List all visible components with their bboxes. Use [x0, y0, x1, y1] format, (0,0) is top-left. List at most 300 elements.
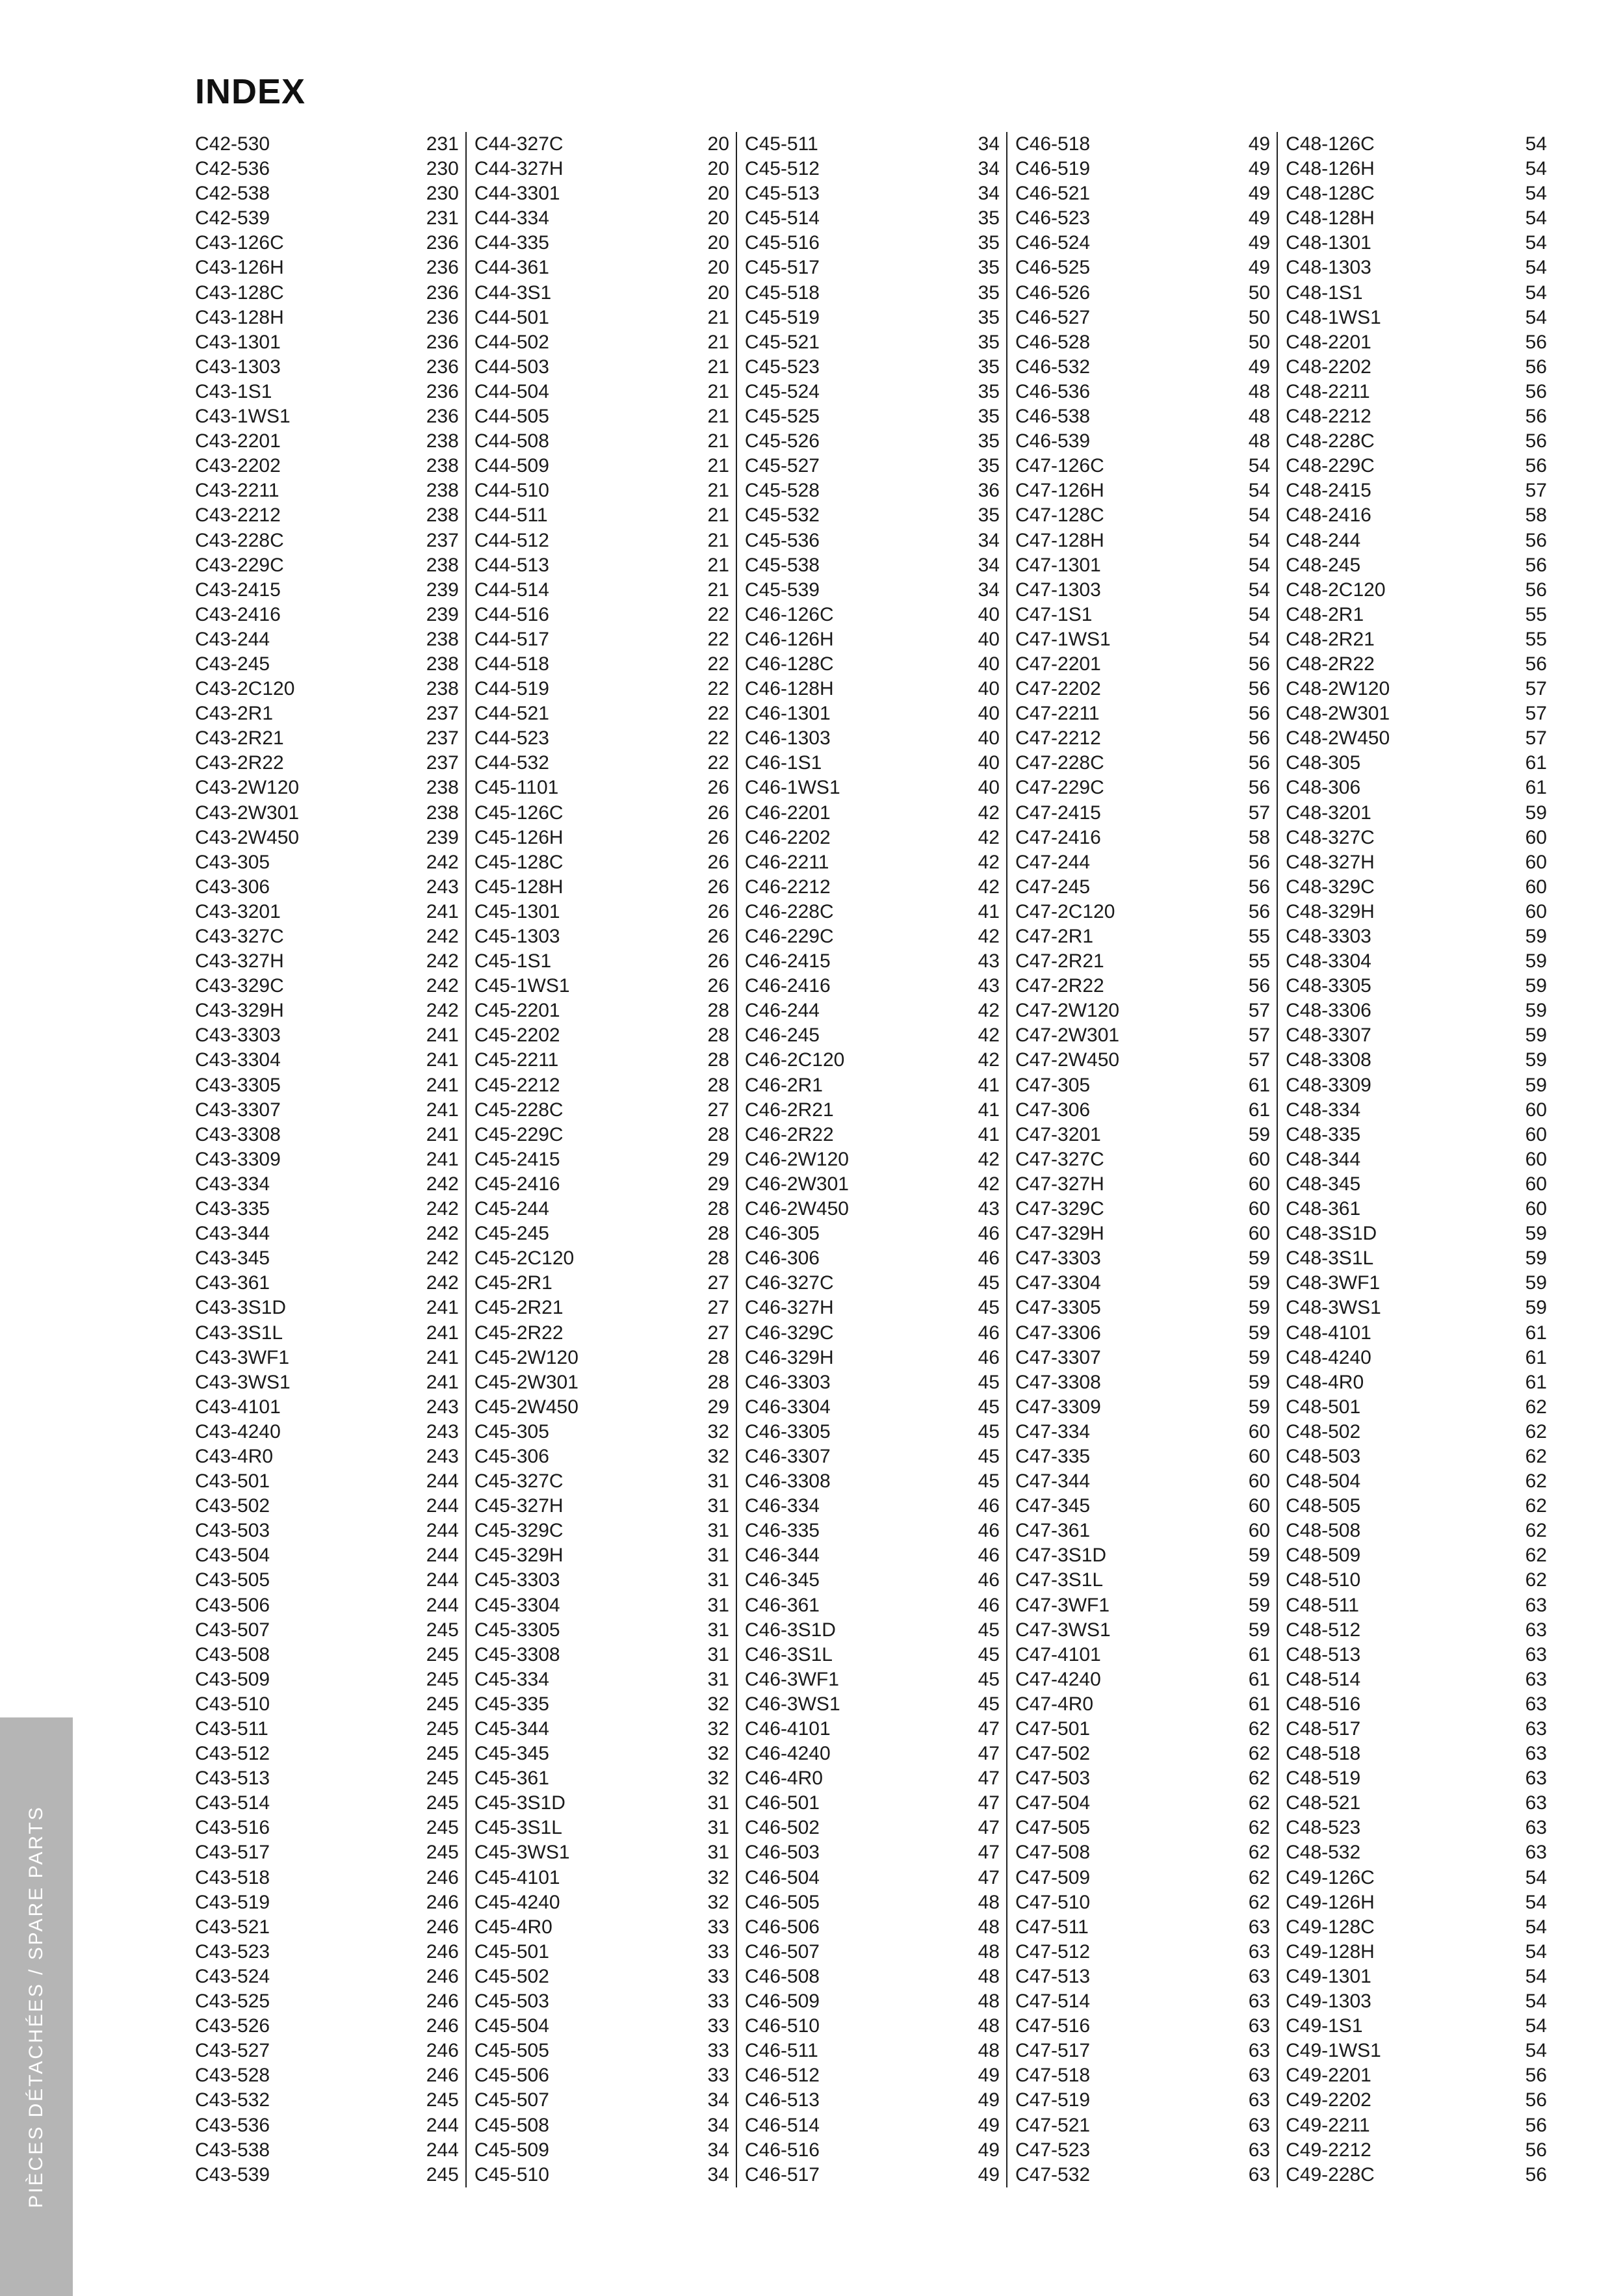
part-code: C48-327H — [1286, 851, 1375, 873]
part-code: C43-504 — [195, 1545, 270, 1567]
index-entry — [1286, 1370, 1547, 1395]
page-number: 60 — [1525, 851, 1547, 873]
page-number: 56 — [1248, 975, 1271, 997]
index-entry — [1015, 1271, 1270, 1296]
index-entry — [474, 1444, 729, 1469]
page-number: 242 — [426, 926, 459, 947]
part-code: C46-3303 — [744, 1371, 831, 1393]
index-entry — [1015, 1098, 1270, 1123]
part-code: C42-538 — [195, 183, 270, 205]
page-number: 242 — [426, 1223, 459, 1245]
part-code: C46-229C — [744, 926, 834, 947]
index-entry — [1286, 1766, 1547, 1791]
index-entry — [474, 1890, 729, 1915]
index-entry — [195, 553, 459, 578]
part-code: C45-521 — [744, 331, 820, 353]
page-number: 47 — [978, 1768, 1000, 1790]
index-entry — [1015, 850, 1270, 875]
page-number: 238 — [426, 430, 459, 452]
part-code: C46-4240 — [744, 1743, 831, 1765]
part-code: C43-539 — [195, 2163, 270, 2185]
part-code: C46-1WS1 — [744, 777, 840, 799]
part-code: C47-512 — [1015, 1940, 1091, 1963]
page-number: 245 — [426, 1817, 459, 1839]
part-code: C45-229C — [474, 1123, 564, 1145]
part-code: C43-2R1 — [195, 703, 274, 725]
page-number: 241 — [426, 1099, 459, 1121]
page-number: 243 — [426, 1396, 459, 1418]
index-entry — [474, 429, 729, 454]
index-entry — [1286, 1221, 1547, 1246]
page-number: 57 — [1248, 1049, 1271, 1071]
index-entry — [745, 1742, 1000, 1766]
part-code: C46-521 — [1015, 183, 1091, 205]
page-number: 21 — [707, 356, 729, 378]
index-column-1 — [195, 132, 465, 2187]
page-number: 238 — [426, 777, 459, 799]
page-number: 60 — [1525, 1148, 1547, 1170]
index-entry — [745, 2063, 1000, 2088]
index-entry — [1015, 1840, 1270, 1865]
page-number: 61 — [1248, 1693, 1271, 1715]
part-code: C46-305 — [744, 1223, 820, 1245]
index-entry — [745, 1321, 1000, 1346]
index-entry — [195, 801, 459, 826]
page-number: 242 — [426, 1272, 459, 1294]
page-number: 49 — [978, 2139, 1000, 2161]
part-code: C43-2W120 — [195, 777, 300, 799]
part-code: C47-3303 — [1015, 1247, 1101, 1270]
index-entry — [745, 1766, 1000, 1791]
index-entry — [474, 1989, 729, 2014]
part-code: C48-3201 — [1286, 802, 1371, 824]
index-entry — [195, 578, 459, 603]
index-entry — [195, 1742, 459, 1766]
page-number: 54 — [1525, 1990, 1547, 2013]
page-number: 60 — [1525, 1173, 1547, 1195]
part-code: C48-4240 — [1286, 1346, 1371, 1368]
part-code: C46-513 — [744, 2089, 820, 2111]
index-entry — [474, 974, 729, 998]
part-code: C45-536 — [744, 529, 820, 551]
index-entry — [195, 255, 459, 280]
page-number: 245 — [426, 1668, 459, 1690]
page-number: 26 — [707, 802, 729, 824]
part-code: C49-126C — [1286, 1866, 1375, 1888]
part-code: C43-526 — [195, 2015, 270, 2037]
page-number: 32 — [707, 1743, 729, 1765]
page-number: 35 — [978, 430, 1000, 452]
index-entry — [1286, 1444, 1547, 1469]
page-number: 40 — [978, 628, 1000, 650]
index-entry — [1015, 1172, 1270, 1197]
index-entry — [474, 875, 729, 900]
page-number: 236 — [426, 281, 459, 304]
index-entry — [474, 1866, 729, 1890]
index-entry — [1015, 924, 1270, 949]
page-number: 21 — [707, 504, 729, 527]
part-code: C45-538 — [744, 554, 820, 576]
index-entry — [195, 1073, 459, 1098]
index-entry — [1286, 826, 1547, 850]
part-code: C43-513 — [195, 1768, 270, 1790]
page-number: 61 — [1525, 777, 1547, 799]
page-number: 242 — [426, 975, 459, 997]
part-code: C43-361 — [195, 1272, 270, 1294]
page-number: 32 — [707, 1445, 729, 1467]
part-code: C49-228C — [1286, 2163, 1375, 2185]
page-number: 55 — [1525, 628, 1547, 650]
page-number: 61 — [1525, 1371, 1547, 1393]
index-entry — [195, 1989, 459, 2014]
page-number: 32 — [707, 1768, 729, 1790]
page-number: 62 — [1525, 1470, 1547, 1493]
page-number: 49 — [1248, 356, 1271, 378]
page-number: 49 — [1248, 257, 1271, 279]
page-number: 56 — [1525, 380, 1547, 402]
part-code: C48-1303 — [1286, 257, 1371, 279]
part-code: C47-509 — [1015, 1866, 1091, 1888]
index-entry — [1015, 652, 1270, 677]
page-number: 49 — [1248, 158, 1271, 180]
page-number: 246 — [426, 2040, 459, 2062]
part-code: C49-1WS1 — [1286, 2040, 1381, 2062]
page-number: 31 — [707, 1817, 729, 1839]
page-number: 42 — [978, 851, 1000, 873]
part-code: C43-527 — [195, 2040, 270, 2062]
part-code: C43-2416 — [195, 603, 281, 625]
page-number: 26 — [707, 876, 729, 898]
index-entry — [195, 826, 459, 850]
part-code: C47-4240 — [1015, 1668, 1101, 1690]
page-number: 20 — [707, 232, 729, 254]
index-entry — [195, 1098, 459, 1123]
page-number: 33 — [707, 1965, 729, 1987]
index-entry — [195, 1172, 459, 1197]
part-code: C48-3305 — [1286, 975, 1371, 997]
page-number: 28 — [707, 1000, 729, 1022]
index-entry — [1015, 503, 1270, 528]
index-entry — [745, 330, 1000, 355]
index-entry — [745, 850, 1000, 875]
page-number: 54 — [1525, 183, 1547, 205]
page-number: 40 — [978, 752, 1000, 774]
page-number: 241 — [426, 1148, 459, 1170]
page-number: 49 — [978, 2065, 1000, 2087]
index-entry — [745, 1543, 1000, 1568]
page-number: 20 — [707, 257, 729, 279]
part-code: C43-245 — [195, 653, 270, 675]
page-number: 245 — [426, 1643, 459, 1665]
index-entry — [1286, 1321, 1547, 1346]
page-number: 33 — [707, 1990, 729, 2013]
part-code: C48-329C — [1286, 876, 1375, 898]
part-code: C46-516 — [744, 2139, 820, 2161]
index-entry — [474, 1048, 729, 1073]
part-code: C47-305 — [1015, 1074, 1091, 1096]
part-code: C44-521 — [474, 703, 549, 725]
part-code: C43-327C — [195, 926, 284, 947]
index-entry — [1015, 949, 1270, 974]
index-entry — [474, 1197, 729, 1221]
page-number: 49 — [1248, 133, 1271, 155]
part-code: C46-2212 — [744, 876, 831, 898]
index-entry — [1015, 181, 1270, 206]
index-entry — [1286, 1816, 1547, 1840]
part-code: C45-334 — [474, 1668, 549, 1690]
part-code: C45-126H — [474, 826, 564, 848]
part-code: C46-361 — [744, 1594, 820, 1616]
page-number: 45 — [978, 1470, 1000, 1493]
part-code: C47-3201 — [1015, 1123, 1101, 1145]
index-entry — [195, 776, 459, 800]
index-entry — [1015, 330, 1270, 355]
index-entry — [745, 206, 1000, 231]
part-code: C43-344 — [195, 1223, 270, 1245]
page-number: 26 — [707, 975, 729, 997]
index-entry — [745, 1420, 1000, 1444]
page-number: 49 — [1248, 183, 1271, 205]
index-entry — [195, 1840, 459, 1865]
part-code: C44-519 — [474, 678, 549, 700]
index-entry — [1286, 801, 1547, 826]
page-number: 56 — [1248, 703, 1271, 725]
page-number: 36 — [978, 480, 1000, 502]
part-code: C46-511 — [744, 2040, 818, 2062]
part-code: C46-334 — [744, 1495, 820, 1517]
part-code: C48-3304 — [1286, 950, 1371, 972]
index-entry — [474, 1271, 729, 1296]
page-number: 31 — [707, 1619, 729, 1641]
index-entry — [1286, 677, 1547, 701]
part-code: C48-521 — [1286, 1792, 1361, 1814]
index-entry — [1015, 355, 1270, 380]
part-code: C48-228C — [1286, 430, 1375, 452]
index-entry — [745, 306, 1000, 330]
index-entry — [1015, 1618, 1270, 1643]
part-code: C47-4101 — [1015, 1643, 1101, 1665]
part-code: C45-525 — [744, 406, 820, 428]
part-code: C48-3S1L — [1286, 1247, 1374, 1270]
page-number: 43 — [978, 950, 1000, 972]
index-entry — [745, 181, 1000, 206]
index-entry — [195, 1271, 459, 1296]
index-entry — [745, 1692, 1000, 1717]
page-number: 47 — [978, 1792, 1000, 1814]
index-entry — [195, 404, 459, 429]
part-code: C49-128H — [1286, 1940, 1375, 1963]
index-entry — [474, 255, 729, 280]
page-number: 57 — [1248, 1000, 1271, 1022]
index-entry — [745, 1023, 1000, 1048]
part-code: C45-3304 — [474, 1594, 560, 1616]
page-number: 33 — [707, 2015, 729, 2037]
page-number: 57 — [1525, 480, 1547, 502]
index-entry — [1015, 2163, 1270, 2187]
page-number: 48 — [978, 1916, 1000, 1938]
part-code: C47-3WF1 — [1015, 1594, 1110, 1616]
index-entry — [745, 578, 1000, 603]
page-number: 46 — [978, 1594, 1000, 1616]
index-entry — [195, 1147, 459, 1172]
page-number: 58 — [1525, 504, 1547, 527]
index-entry — [1015, 429, 1270, 454]
page-number: 49 — [978, 2163, 1000, 2185]
page-number: 244 — [426, 1594, 459, 1616]
page-number: 32 — [707, 1891, 729, 1913]
page-number: 62 — [1248, 1817, 1271, 1839]
index-entry — [745, 2138, 1000, 2163]
page-number: 245 — [426, 1619, 459, 1641]
page-number: 54 — [1525, 1916, 1547, 1938]
index-entry — [1286, 206, 1547, 231]
index-entry — [474, 454, 729, 478]
part-code: C46-1S1 — [744, 752, 822, 774]
part-code: C43-128H — [195, 306, 284, 328]
index-entry — [1015, 1346, 1270, 1370]
page-number: 28 — [707, 1346, 729, 1368]
index-entry — [195, 1940, 459, 1964]
index-entry — [195, 2039, 459, 2063]
index-entry — [195, 206, 459, 231]
index-entry — [474, 1593, 729, 1618]
part-code: C46-3WS1 — [744, 1693, 840, 1715]
index-entry — [195, 330, 459, 355]
part-code: C47-3304 — [1015, 1272, 1101, 1294]
part-code: C43-505 — [195, 1569, 270, 1591]
index-entry — [745, 1717, 1000, 1742]
part-code: C43-516 — [195, 1817, 270, 1839]
index-entry — [1286, 553, 1547, 578]
part-code: C48-3308 — [1286, 1049, 1371, 1071]
part-code: C48-344 — [1286, 1148, 1361, 1170]
index-entry — [195, 1568, 459, 1593]
index-entry — [745, 1964, 1000, 1989]
page-number: 56 — [1248, 851, 1271, 873]
index-entry — [745, 454, 1000, 478]
index-entry — [745, 1370, 1000, 1395]
part-code: C43-2W301 — [195, 802, 300, 824]
page-number: 56 — [1525, 455, 1547, 477]
index-entry — [1286, 1915, 1547, 1940]
page-number: 21 — [707, 380, 729, 402]
part-code: C45-511 — [744, 133, 818, 155]
part-code: C45-244 — [474, 1198, 549, 1220]
index-entry — [474, 1964, 729, 1989]
page-number: 47 — [978, 1743, 1000, 1765]
page-number: 20 — [707, 281, 729, 304]
index-entry — [1286, 1420, 1547, 1444]
index-entry — [1286, 2113, 1547, 2138]
part-code: C47-4R0 — [1015, 1693, 1094, 1715]
index-entry — [745, 1395, 1000, 1420]
part-code: C47-2R22 — [1015, 975, 1104, 997]
page-number: 230 — [426, 158, 459, 180]
part-code: C46-344 — [744, 1545, 820, 1567]
page-number: 54 — [1525, 1940, 1547, 1963]
page-number: 62 — [1248, 1768, 1271, 1790]
page-number: 29 — [707, 1173, 729, 1195]
index-entry — [745, 974, 1000, 998]
part-code: C47-329C — [1015, 1198, 1104, 1220]
part-code: C46-502 — [744, 1817, 820, 1839]
page-number: 230 — [426, 183, 459, 205]
index-entry — [474, 2039, 729, 2063]
index-entry — [474, 1519, 729, 1543]
part-code: C43-528 — [195, 2065, 270, 2087]
index-entry — [474, 2138, 729, 2163]
page-number: 56 — [1525, 2089, 1547, 2111]
part-code: C48-504 — [1286, 1470, 1361, 1493]
page-number: 63 — [1248, 1990, 1271, 2013]
page-number: 57 — [1525, 703, 1547, 725]
index-entry — [195, 1692, 459, 1717]
part-code: C46-3S1D — [744, 1619, 836, 1641]
index-entry — [745, 157, 1000, 181]
page-number: 46 — [978, 1322, 1000, 1344]
index-entry — [745, 1147, 1000, 1172]
index-entry — [745, 1940, 1000, 1964]
part-code: C45-3S1D — [474, 1792, 565, 1814]
page-number: 42 — [978, 826, 1000, 848]
part-code: C48-3303 — [1286, 926, 1371, 947]
page-number: 31 — [707, 1569, 729, 1591]
page-number: 35 — [978, 331, 1000, 353]
page-number: 35 — [978, 504, 1000, 527]
page-number: 246 — [426, 1940, 459, 1963]
page-number: 238 — [426, 802, 459, 824]
index-entry — [745, 1494, 1000, 1519]
page-number: 63 — [1525, 1718, 1547, 1740]
part-code: C43-3S1D — [195, 1297, 287, 1319]
part-code: C47-523 — [1015, 2139, 1091, 2161]
index-entry — [745, 231, 1000, 255]
part-code: C43-525 — [195, 1990, 270, 2013]
index-entry — [745, 1915, 1000, 1940]
page-number: 244 — [426, 1569, 459, 1591]
page-number: 238 — [426, 554, 459, 576]
part-code: C46-2W301 — [744, 1173, 849, 1195]
part-code: C46-3307 — [744, 1445, 831, 1467]
index-entry — [1015, 974, 1270, 998]
page-number: 56 — [1525, 430, 1547, 452]
page-number: 54 — [1525, 306, 1547, 328]
page-number: 45 — [978, 1668, 1000, 1690]
index-entry — [474, 578, 729, 603]
index-entry — [1286, 1618, 1547, 1643]
index-entry — [474, 751, 729, 776]
part-code: C47-513 — [1015, 1965, 1091, 1987]
page-number: 56 — [1525, 331, 1547, 353]
page-number: 241 — [426, 1024, 459, 1047]
index-entry — [195, 1395, 459, 1420]
index-entry — [1015, 801, 1270, 826]
page-number: 231 — [426, 133, 459, 155]
page-number: 242 — [426, 1247, 459, 1270]
part-code: C47-2R1 — [1015, 926, 1094, 947]
page-number: 54 — [1525, 1891, 1547, 1913]
page-number: 21 — [707, 406, 729, 428]
part-code: C46-1303 — [744, 727, 831, 750]
page-number: 47 — [978, 1842, 1000, 1864]
index-entry — [745, 1791, 1000, 1816]
index-entry — [1015, 1742, 1270, 1766]
index-entry — [1286, 2088, 1547, 2113]
part-code: C48-2W301 — [1286, 703, 1390, 725]
page-number: 43 — [978, 975, 1000, 997]
index-entry — [474, 998, 729, 1023]
page-number: 48 — [978, 1990, 1000, 2013]
